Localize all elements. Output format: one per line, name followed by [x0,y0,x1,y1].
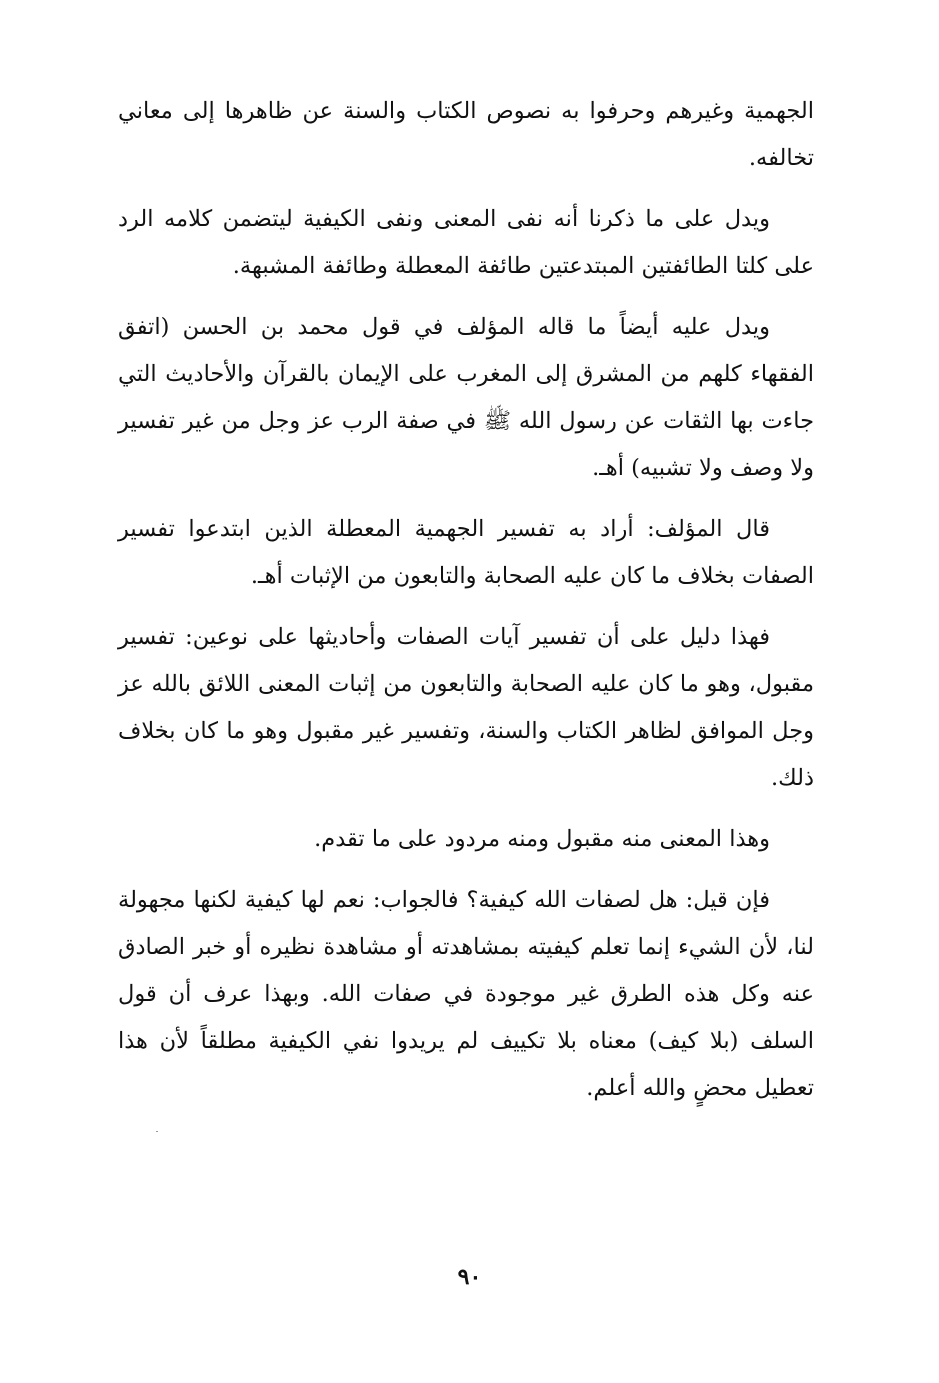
paragraph-meaning-accepted-rejected: وهذا المعنى منه مقبول ومنه مردود على ما تقدم. [314,826,770,852]
page-number: ٩٠ [457,1264,482,1290]
page-body [118,88,814,1126]
paragraph-continuation: الجهمية وغيرهم وحرفوا به نصوص الكتاب والسنة عن ظاهرها إلى معاني تخالفه. [118,98,814,171]
paragraph-muhammad-ibn-al-hasan-quote: ويدل عليه أيضاً ما قاله المؤلف في قول محمد بن الحسن (اتفق الفقهاء كلهم من المشرق إلى المغرب على الإيمان بالقرآن والأحاديث التي جاءت بها الثقات عن رسول الله ﷺ في صفة الرب عز وجل من غير تفسير ولا وصف ولا تشبيه) أهـ. [118,314,814,481]
scan-speck [156,1131,158,1132]
paragraph-question-kayfiyya: فإن قيل: هل لصفات الله كيفية؟ فالجواب: نعم لها كيفية لكنها مجهولة لنا، لأن الشيء إنما تعلم كيفيته بمشاهدته أو مشاهدة نظيره أو خبر الصادق عنه وكل هذه الطرق غير موجودة في صفات الله. وبهذا عرف أن قول السلف (بلا كيف) معناه بلا تكييف لم يريدوا نفي الكيفية مطلقاً لأن هذا تعطيل محضٍ والله أعلم. [118,887,814,1101]
paragraph-two-types-of-tafsir: فهذا دليل على أن تفسير آيات الصفات وأحاديثها على نوعين: تفسير مقبول، وهو ما كان عليه الصحابة والتابعون من إثبات المعنى اللائق بالله عز وجل الموافق لظاهر الكتاب والسنة، وتفسير غير مقبول وهو ما كان بخلاف ذلك. [118,624,814,791]
paragraph-negation-of-meaning: ويدل على ما ذكرنا أنه نفى المعنى ونفى الكيفية ليتضمن كلامه الرد على كلتا الطائفتين المبتدعتين طائفة المعطلة وطائفة المشبهة. [118,206,814,279]
paragraph-author-explanation: قال المؤلف: أراد به تفسير الجهمية المعطلة الذين ابتدعوا تفسير الصفات بخلاف ما كان عليه الصحابة والتابعون من الإثبات أهـ. [118,516,814,589]
